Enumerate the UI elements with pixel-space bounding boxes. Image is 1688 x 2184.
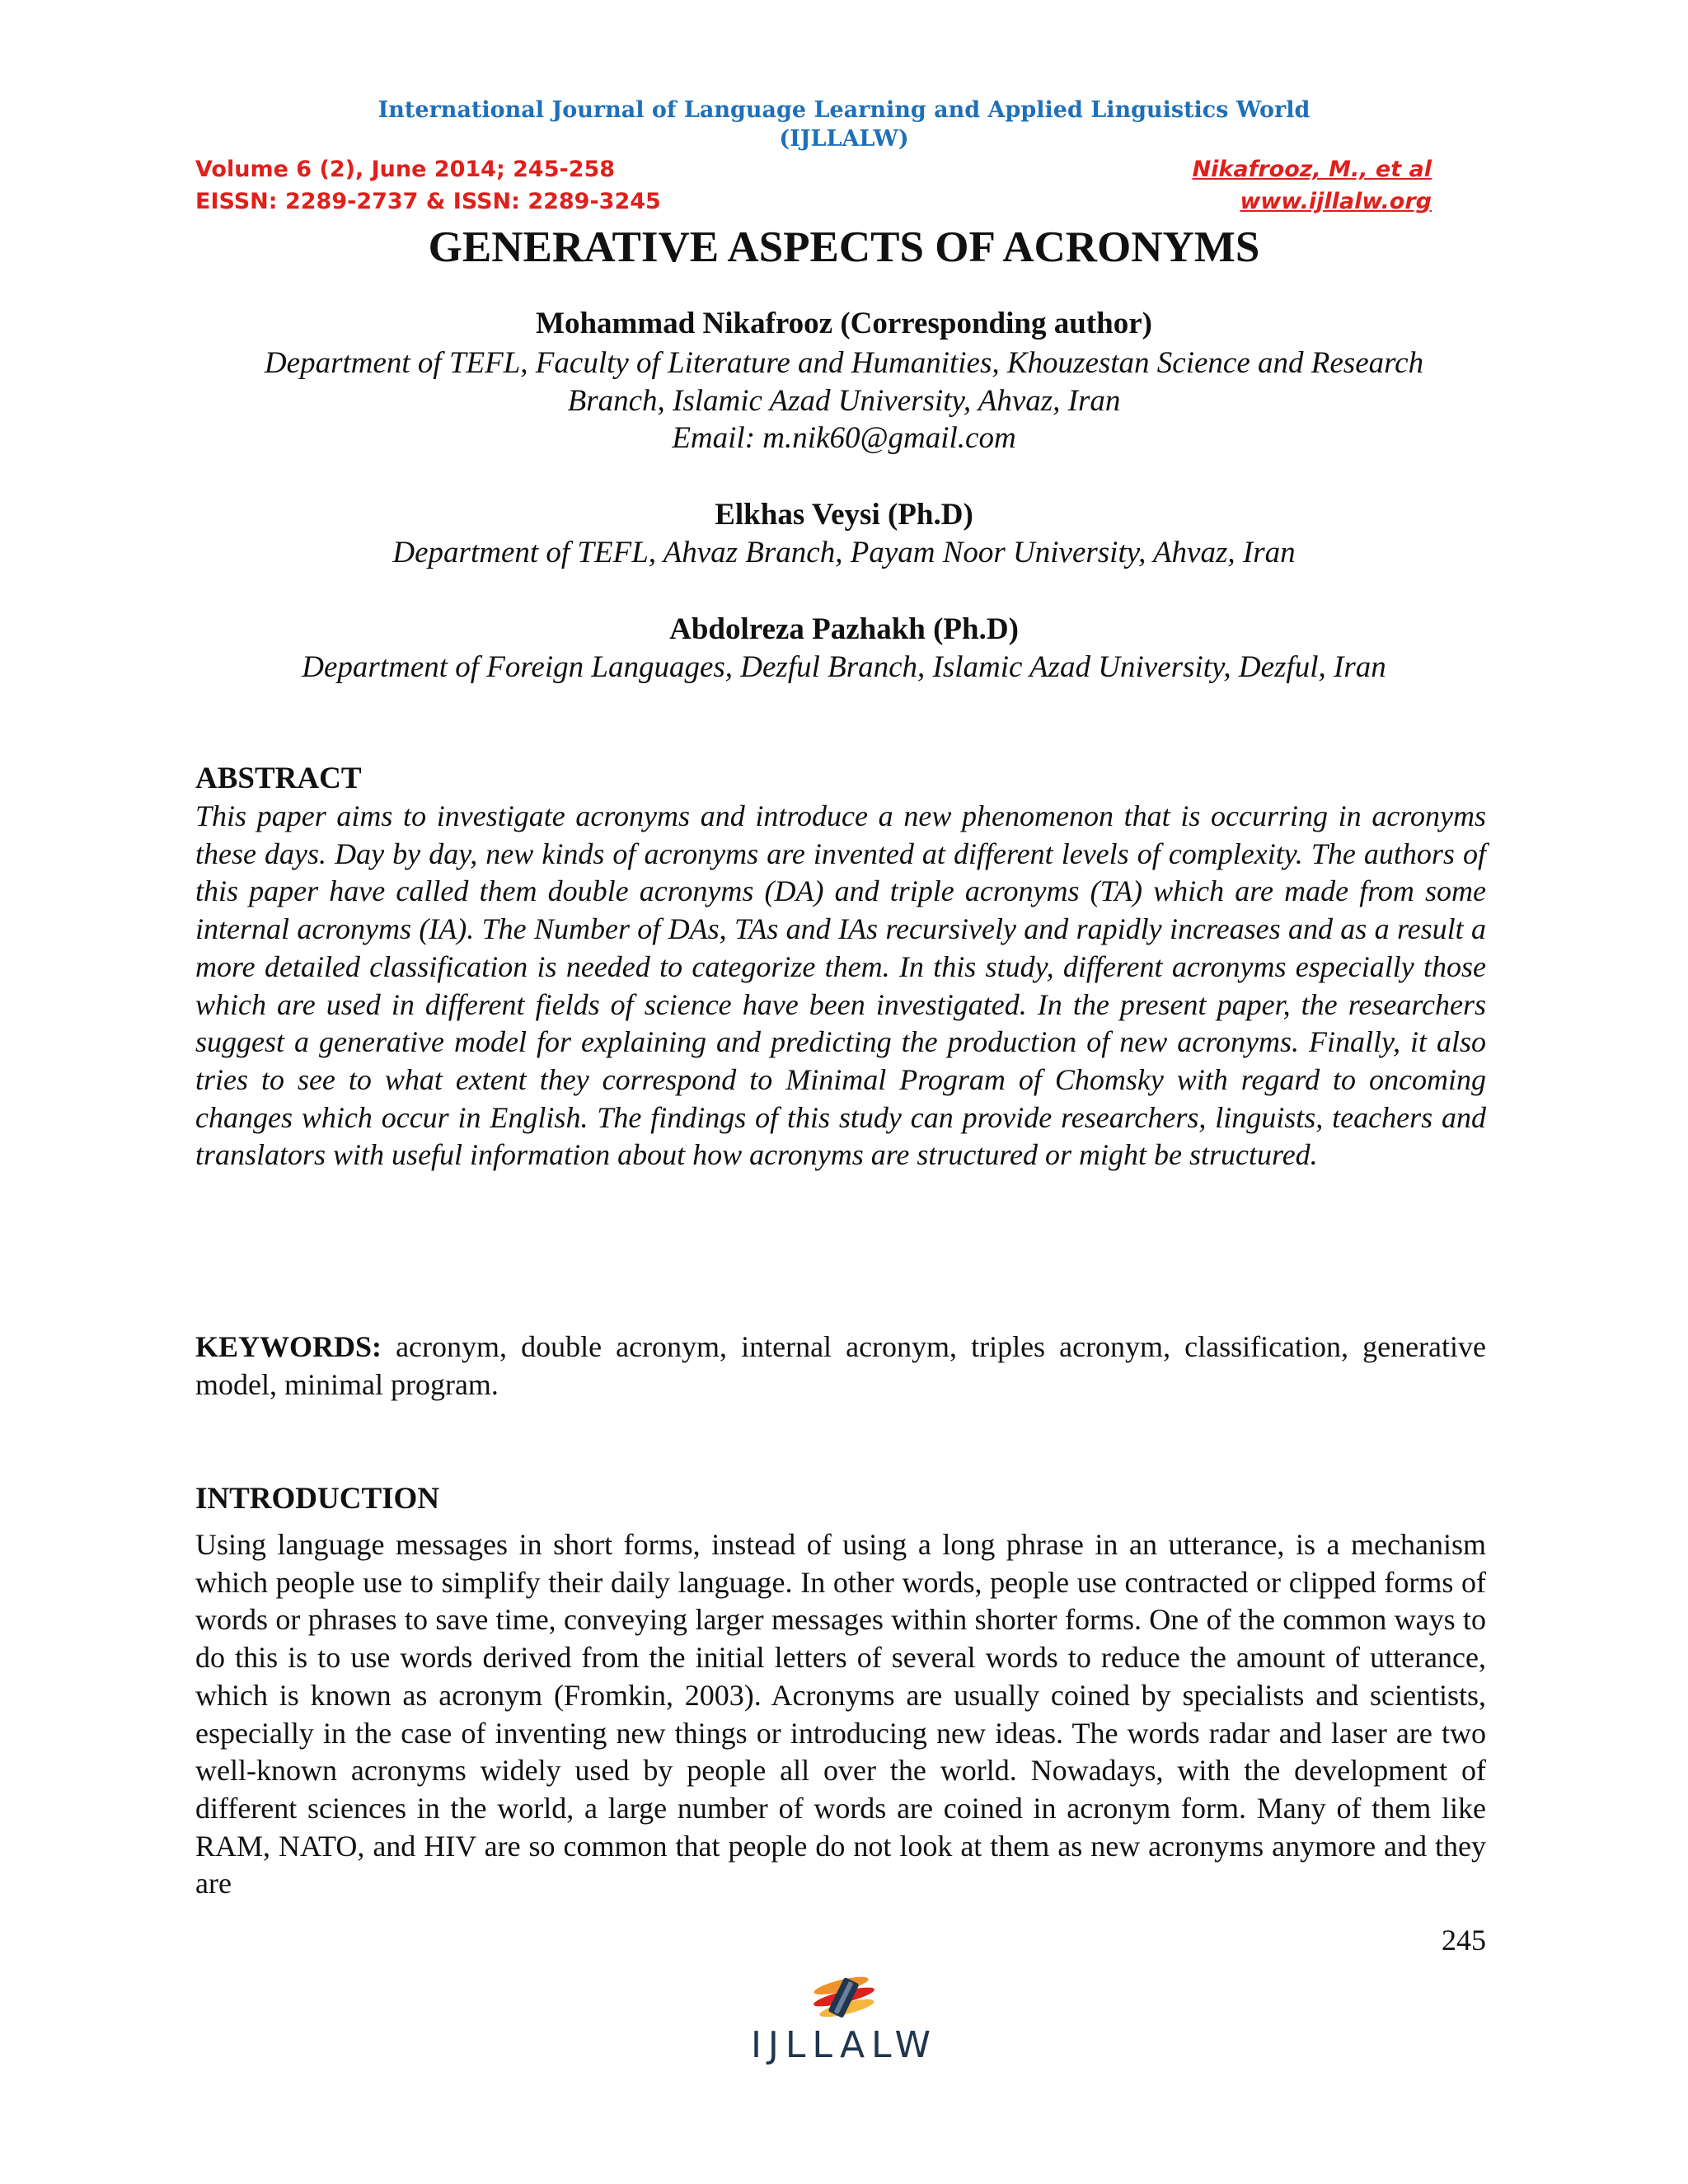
journal-logo	[729, 1966, 959, 2064]
website-link[interactable]: www.ijllalw.org	[1240, 189, 1432, 214]
volume-info: Volume 6 (2), June 2014; 245-258	[195, 157, 616, 182]
issn-info: EISSN: 2289-2737 & ISSN: 2289-3245	[195, 189, 661, 214]
author-name-3: Abdolreza Pazhakh (Ph.D)	[669, 612, 1019, 646]
keywords-paragraph	[195, 1329, 1486, 1404]
abstract-heading: ABSTRACT	[195, 762, 362, 795]
introduction-heading: INTRODUCTION	[195, 1482, 440, 1516]
keywords-text: acronym, double acronym, internal acronym, triples acronym, classification, generative model, minimal program.	[195, 1330, 1486, 1401]
journal-abbreviation: (IJLLALW)	[779, 126, 909, 152]
author-name-1: Mohammad Nikafrooz (Corresponding author)	[536, 307, 1152, 340]
introduction-text: Using language messages in short forms, instead of using a long phrase in an utterance, is a mechanism which people use to simplify their daily language. In other words, people use contracted or clipped forms of words or phrases to save time, conveying larger messages within shorter forms. One of the common ways to do this is to use words derived from the initial letters of several words to reduce the amount of utterance, which is known as acronym (Fromkin, 2003). Acronyms are usually coined by specialists and scientists, especially in the case of inventing new things or introducing new ideas. The words radar and laser are two well-known acronyms widely used by people all over the world. Nowadays, with the development of different sciences in the world, a large number of words are coined in acronym form. Many of them like RAM, NATO, and HIV are so common that people do not look at them as new acronyms anymore and they are	[195, 1528, 1486, 1900]
logo-wordmark: IJLLALW	[750, 2024, 938, 2066]
journal-name: International Journal of Language Learning and Applied Linguistics World	[377, 97, 1311, 123]
volume-row	[195, 156, 1432, 184]
author-name-2: Elkhas Veysi (Ph.D)	[715, 498, 973, 532]
author-affiliation-2: Department of TEFL, Ahvaz Branch, Payam Noor University, Ahvaz, Iran	[392, 536, 1296, 569]
page-number: 245	[1442, 1924, 1486, 1957]
author-affiliation-1a: Department of TEFL, Faculty of Literature and Humanities, Khouzestan Science and Research	[264, 346, 1424, 380]
keywords-label: KEYWORDS:	[195, 1330, 382, 1363]
issn-row	[195, 188, 1432, 216]
author-affiliation-3: Department of Foreign Languages, Dezful Branch, Islamic Azad University, Dezful, Iran	[302, 650, 1386, 684]
authors-short-link[interactable]: Nikafrooz, M., et al	[1192, 157, 1432, 182]
logo-mark-icon	[729, 1966, 959, 2025]
paper-title: GENERATIVE ASPECTS OF ACRONYMS	[428, 223, 1260, 271]
author-email-1[interactable]: Email: m.nik60@gmail.com	[672, 421, 1016, 455]
author-affiliation-1b: Branch, Islamic Azad University, Ahvaz, Iran	[567, 384, 1121, 418]
abstract-text: This paper aims to investigate acronyms and introduce a new phenomenon that is occurring in acronyms these days. Day by day, new kinds of acronyms are invented at different levels of complexity. The authors of this paper have called them double acronyms (DA) and triple acronyms (TA) which are made from some internal acronyms (IA). The Number of DAs, TAs and IAs recursively and rapidly increases and as a result a more detailed classification is needed to categorize them. In this study, different acronyms especially those which are used in different fields of science have been investigated. In the present paper, the researchers suggest a generative model for explaining and predicting the production of new acronyms. Finally, it also tries to see to what extent they correspond to Minimal Program of Chomsky with regard to oncoming changes which occur in English. The findings of this study can provide researchers, linguists, teachers and translators with useful information about how acronyms are structured or might be structured.	[195, 799, 1486, 1172]
